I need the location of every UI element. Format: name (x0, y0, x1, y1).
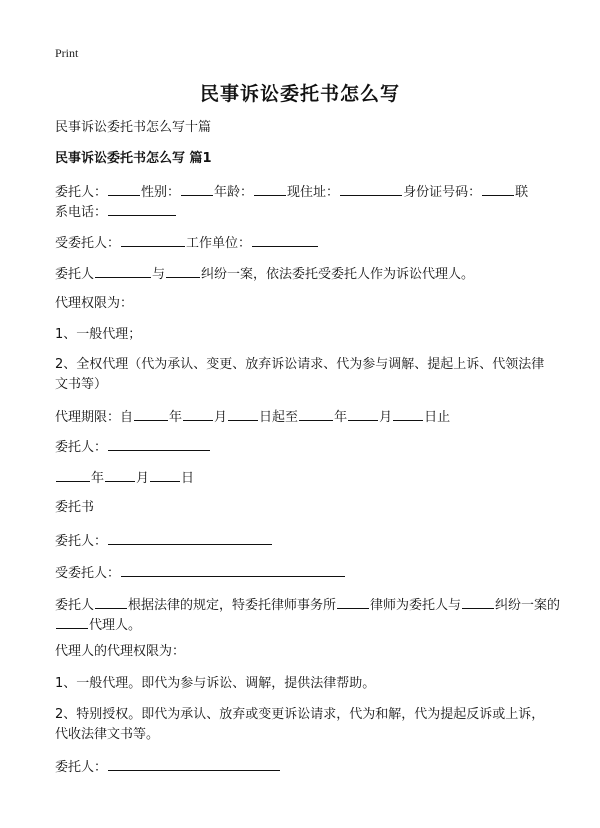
blank-party-b (166, 263, 200, 278)
agency-period-line (55, 406, 555, 428)
form2-principal-line (55, 530, 555, 552)
print-link[interactable]: Print (55, 46, 79, 60)
age-label: 年龄： (214, 185, 254, 200)
section-heading: 民事诉讼委托书怎么写 篇1 (55, 151, 212, 166)
blank-auth-lawyer (337, 594, 369, 609)
full-agency-item: 2、全权代理（代为承认、变更、放弃诉讼请求、代为参与调解、提起上诉、代领法律文书等） (55, 357, 545, 392)
case-line (55, 263, 555, 285)
day-from-label: 日起至 (259, 410, 299, 425)
blank-id-number (482, 181, 514, 196)
sign-day-label: 日 (181, 471, 195, 486)
blank-auth-case (56, 614, 88, 629)
blank-sign-year (56, 467, 90, 482)
blank-gender (181, 181, 213, 196)
principal-label: 委托人： (55, 185, 108, 200)
address-label: 现住址： (287, 185, 340, 200)
signer-line-2 (55, 756, 555, 778)
blank-auth-party (462, 594, 494, 609)
blank-agent-name (121, 232, 185, 247)
form2-general-agency: 1、一般代理。即代为参与诉讼、调解，提供法律帮助。 (55, 676, 376, 691)
auth-text-d-start: 纠纷一案的 (495, 598, 561, 613)
signer-label-1: 委托人： (55, 440, 108, 455)
form2-agent-line (55, 562, 555, 584)
id-number-label: 身份证号码： (403, 185, 482, 200)
start-year-label: 年 (169, 410, 183, 425)
start-month-label: 月 (214, 410, 228, 425)
auth-text-e: 代理人。 (89, 618, 142, 633)
case-text-a: 委托人 (55, 267, 95, 282)
blank-employer (252, 232, 318, 247)
end-year-label: 年 (334, 410, 348, 425)
blank-phone (108, 201, 176, 216)
blank-sign-day (150, 467, 180, 482)
authorization-line-2 (55, 614, 555, 636)
employer-label: 工作单位： (186, 236, 252, 251)
blank-age (254, 181, 286, 196)
end-month-label: 月 (379, 410, 393, 425)
period-label: 代理期限：自 (55, 410, 134, 425)
day-until-label: 日止 (424, 410, 451, 425)
gender-label: 性别： (141, 185, 181, 200)
blank-sign-month (105, 467, 135, 482)
general-agency-item: 1、一般代理； (55, 327, 142, 342)
blank-signature-2 (108, 756, 280, 771)
blank-start-year (134, 406, 168, 421)
case-text-b: 与 (152, 267, 166, 282)
power-of-attorney-heading: 委托书 (55, 500, 95, 515)
blank-address (340, 181, 402, 196)
signer-label-2: 委托人： (55, 760, 108, 775)
blank-auth-principal (95, 594, 127, 609)
authority-heading: 代理权限为： (55, 296, 134, 311)
form2-principal-label: 委托人： (55, 534, 108, 549)
blank-form2-agent (121, 562, 345, 577)
blank-party-a (95, 263, 151, 278)
sign-month-label: 月 (136, 471, 150, 486)
phone-label-start: 联 (515, 185, 529, 200)
blank-end-month (348, 406, 378, 421)
blank-signature-1 (108, 436, 210, 451)
authorization-line-1 (55, 594, 561, 616)
agent-info-line (55, 232, 555, 254)
blank-start-day (228, 406, 258, 421)
blank-end-day (393, 406, 423, 421)
date-line (55, 467, 555, 489)
phone-line (55, 201, 555, 223)
auth-text-c: 律师为委托人与 (370, 598, 462, 613)
sign-year-label: 年 (91, 471, 105, 486)
principal-info-line (55, 181, 555, 203)
subtitle: 民事诉讼委托书怎么写十篇 (55, 120, 212, 135)
case-text-c: 纠纷一案，依法委托受委托人作为诉讼代理人。 (201, 267, 475, 282)
blank-principal-name (108, 181, 140, 196)
form2-agent-label: 受委托人： (55, 566, 121, 581)
phone-label-end: 系电话： (55, 205, 108, 220)
signer-line-1 (55, 436, 555, 458)
blank-form2-principal (108, 530, 272, 545)
agent-label: 受委托人： (55, 236, 121, 251)
form2-authority-heading: 代理人的代理权限为： (55, 644, 186, 659)
auth-text-b: 根据法律的规定，特委托律师事务所 (128, 598, 337, 613)
page-title: 民事诉讼委托书怎么写 (199, 83, 400, 105)
auth-text-a: 委托人 (55, 598, 95, 613)
blank-start-month (183, 406, 213, 421)
form2-special-agency: 2、特别授权。即代为承认、放弃或变更诉讼请求，代为和解，代为提起反诉或上诉，代收法律文书等。 (55, 707, 545, 742)
blank-end-year (299, 406, 333, 421)
